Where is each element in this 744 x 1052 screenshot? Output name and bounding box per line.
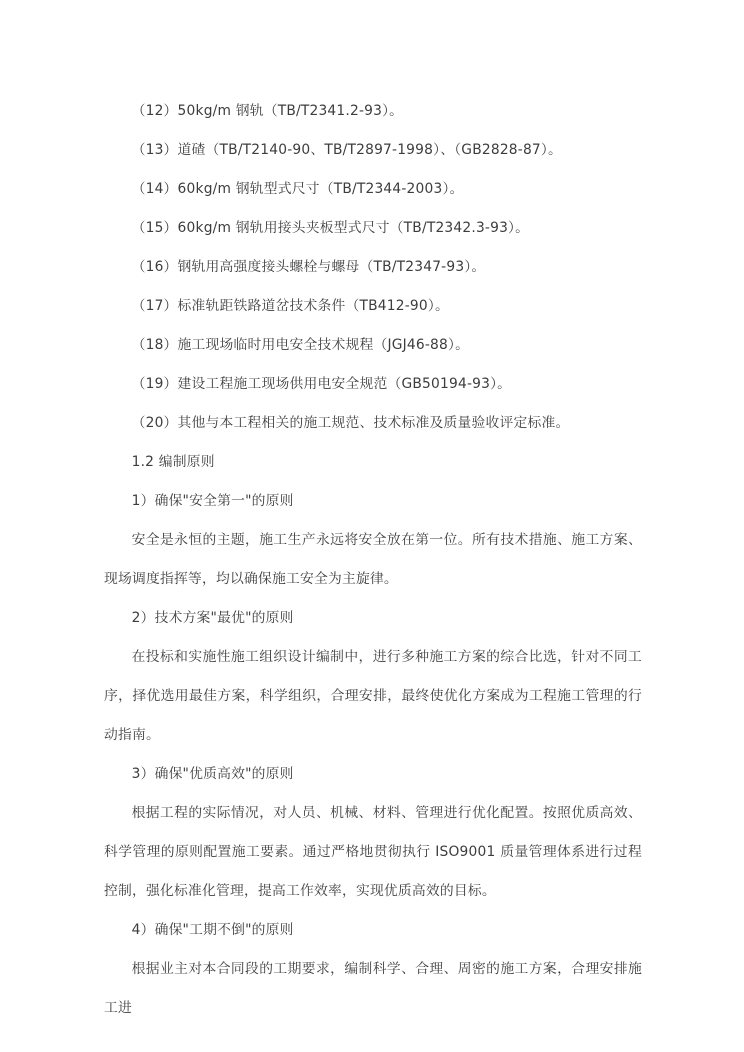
subheading-principle-2: 2）技术方案"最优"的原则: [131, 610, 294, 626]
list-item-14: （14）60kg/m 钢轨型式尺寸（TB/T2344-2003）。: [131, 181, 464, 197]
list-item-18: （18）施工现场临时用电安全技术规程（JGJ46-88）。: [131, 337, 470, 353]
list-item-16: （16）钢轨用高强度接头螺栓与螺母（TB/T2347-93）。: [131, 259, 486, 275]
list-item-19: （19）建设工程施工现场供用电安全规范（GB50194-93）。: [131, 376, 512, 392]
list-item-15: （15）60kg/m 钢轨用接头夹板型式尺寸（TB/T2342.3-93）。: [131, 220, 530, 236]
subheading-principle-1: 1）确保"安全第一"的原则: [131, 493, 294, 509]
list-item-20: （20）其他与本工程相关的施工规范、技术标准及质量验收评定标准。: [131, 415, 570, 431]
subheading-principle-4: 4）确保"工期不倒"的原则: [131, 922, 294, 938]
body-paragraph-principle-4: 根据业主对本合同段的工期要求，编制科学、合理、周密的施工方案，合理安排施工进: [104, 961, 642, 1016]
section-heading-1-2: 1.2 编制原则: [131, 454, 215, 470]
body-paragraph-principle-1: 安全是永恒的主题，施工生产永远将安全放在第一位。所有技术措施、施工方案、现场调度指挥等，均以确保施工安全为主旋律。: [104, 532, 642, 587]
list-item-12: （12）50kg/m 钢轨（TB/T2341.2-93）。: [131, 103, 404, 119]
body-paragraph-principle-2: 在投标和实施性施工组织设计编制中，进行多种施工方案的综合比选，针对不同工序，择优选用最佳方案，科学组织，合理安排，最终使优化方案成为工程施工管理的行动指南。: [104, 649, 642, 743]
list-item-17: （17）标准轨距铁路道岔技术条件（TB412-90）。: [131, 298, 449, 314]
body-paragraph-principle-3: 根据工程的实际情况，对人员、机械、材料、管理进行优化配置。按照优质高效、科学管理的原则配置施工要素。通过严格地贯彻执行 ISO9001 质量管理体系进行过程控制，强化标准化管理，提高工作效率，实现优质高效的目标。: [104, 805, 642, 899]
list-item-13: （13）道碴（TB/T2140-90、TB/T2897-1998）、（GB2828-87）。: [131, 142, 563, 158]
subheading-principle-3: 3）确保"优质高效"的原则: [131, 766, 294, 782]
